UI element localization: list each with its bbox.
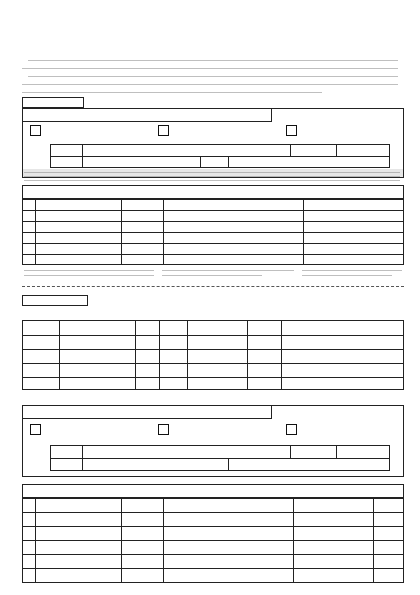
part1-section2-title [22,185,404,199]
part2-section2-title [22,484,404,498]
part1-option-3-checkbox[interactable] [286,125,297,136]
part1-pickup-table [22,199,404,265]
part2-pickup-table [22,498,404,583]
part1-section1-title [22,108,272,122]
part2-student-info-table [22,320,404,390]
cut-line [22,286,404,287]
part2-option-3-checkbox[interactable] [286,424,297,435]
part2-option-1-checkbox[interactable] [30,424,41,435]
part2-section1-title [22,405,272,419]
part1-label [22,97,84,108]
part1-option-1-checkbox[interactable] [30,125,41,136]
part2-label [22,295,88,306]
part1-option-2-checkbox[interactable] [158,125,169,136]
part2-option-2-checkbox[interactable] [158,424,169,435]
